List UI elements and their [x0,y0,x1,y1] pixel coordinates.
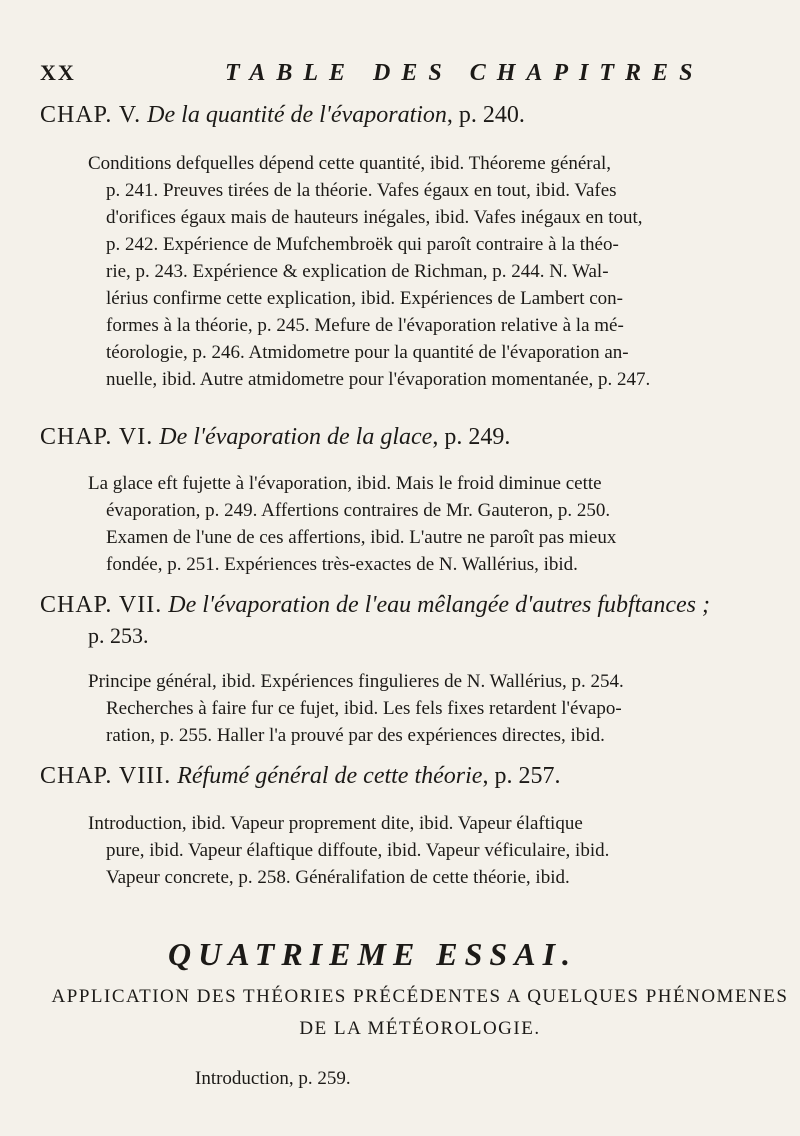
essay-subtitle: APPLICATION DES THÉORIES PRÉCÉDENTES A QUELQUES PHÉNOMENES [51,986,789,1007]
summary-line: Vapeur concrete, p. 258. Généralifation de cette théorie, ibid. [106,867,570,888]
summary-line: formes à la théorie, p. 245. Mefure de l'évaporation relative à la mé- [106,315,624,336]
summary-line: ration, p. 255. Haller l'a prouvé par des expériences directes, ibid. [106,725,605,746]
summary-line: d'orifices égaux mais de hauteurs inégales, ibid. Vafes inégaux en tout, [106,207,643,228]
summary-line: Introduction, ibid. Vapeur proprement dite, ibid. Vapeur élaftique [88,813,583,834]
chapter-title: De l'évaporation de l'eau mêlangée d'autres fubftances ; [168,592,710,618]
summary-line: Recherches à faire fur ce fujet, ibid. Les fels fixes retardent l'évapo- [106,698,622,719]
chapter-heading [40,102,525,129]
summary-line: p. 242. Expérience de Mufchembroëk qui paroît contraire à la théo- [106,234,619,255]
summary-line: Conditions defquelles dépend cette quantité, ibid. Théoreme général, [88,153,612,174]
chapter-heading [40,763,560,790]
chapter-label: CHAP. VI. [40,424,154,450]
essay-title: QUATRIEME ESSAI. [168,936,578,972]
chapter-title: De l'évaporation de la glace [159,424,433,450]
summary-line: rie, p. 243. Expérience & explication de Richman, p. 244. N. Wal- [106,261,609,282]
chapter-title: De la quantité de l'évaporation [147,102,447,128]
page-number: XX [40,60,76,85]
summary-line: p. 241. Preuves tirées de la théorie. Vafes égaux en tout, ibid. Vafes [106,180,617,201]
summary-line: Principe général, ibid. Expériences fingulieres de N. Wallérius, p. 254. [88,671,624,692]
summary-line: La glace eft fujette à l'évaporation, ibid. Mais le froid diminue cette [88,473,602,494]
running-title: TABLE DES CHAPITRES [225,60,704,86]
chapter-label: CHAP. V. [40,102,142,128]
essay-intro: Introduction, p. 259. [195,1068,351,1089]
chapter-page-line [88,623,149,649]
chapter-heading [40,592,710,619]
chapter-title: Réfumé général de cette théorie [177,763,483,789]
summary-line: nuelle, ibid. Autre atmidometre pour l'évaporation momentanée, p. 247. [106,369,651,390]
essay-subtitle: DE LA MÉTÉOROLOGIE. [299,1018,541,1039]
chapter-summary [88,668,778,749]
summary-line: évaporation, p. 249. Affertions contraires de Mr. Gauteron, p. 250. [106,500,611,521]
summary-line: Examen de l'une de ces affertions, ibid. L'autre ne paroît pas mieux [106,527,617,548]
chapter-summary [88,150,778,393]
chapter-label: CHAP. VII. [40,592,163,618]
chapter-page: p. 253. [88,623,149,648]
chapter-page: , p. 249. [432,424,511,450]
chapter-label: CHAP. VIII. [40,763,172,789]
chapter-page: , p. 240. [446,102,525,128]
chapter-summary [88,810,778,891]
chapter-page: , p. 257. [482,763,561,789]
summary-line: téorologie, p. 246. Atmidometre pour la quantité de l'évaporation an- [106,342,629,363]
summary-line: fondée, p. 251. Expériences très-exactes de N. Wallérius, ibid. [106,554,578,575]
page-header [0,60,800,100]
chapter-heading [40,424,510,451]
summary-line: pure, ibid. Vapeur élaftique diffoute, ibid. Vapeur véficulaire, ibid. [106,840,610,861]
summary-line: lérius confirme cette explication, ibid. Expériences de Lambert con- [106,288,624,309]
chapter-summary [88,470,778,578]
